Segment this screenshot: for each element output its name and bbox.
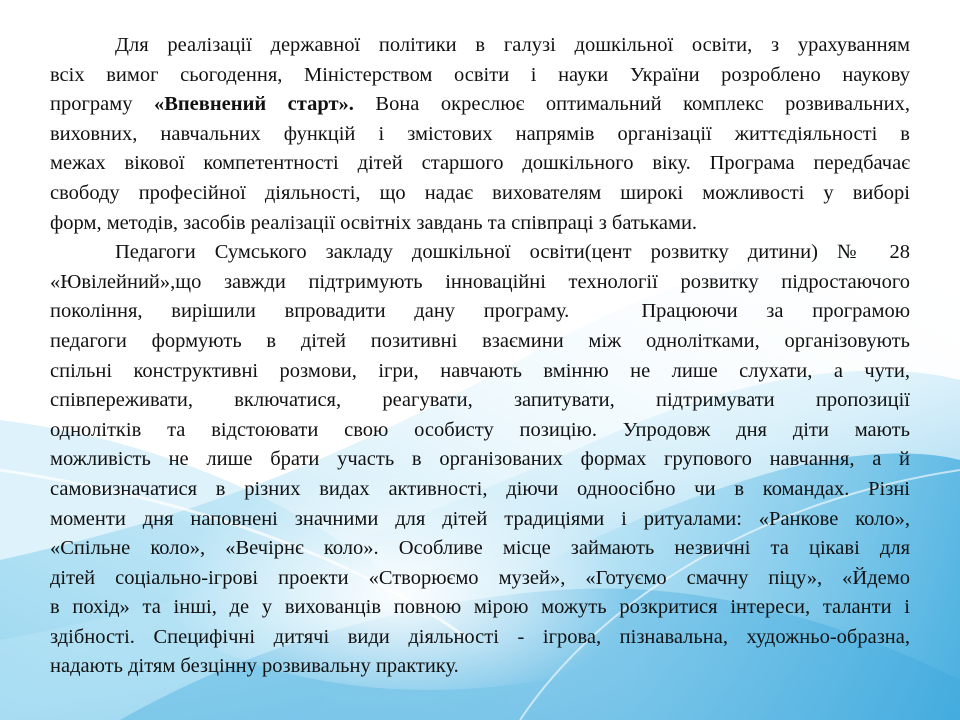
text-line: надають дітям безцінну розвивальну практику. <box>50 655 459 678</box>
text-line: можливість не лише брати участь в організованих формах групового навчання, а й <box>50 448 910 471</box>
text-line-with-gap <box>50 297 910 327</box>
text-line: однолітків та відстоювати свою особисту позицію. Упродовж дня діти мають <box>50 418 910 441</box>
text-line: межах вікової компетентності дітей старшого дошкільного віку. Програма передбачає <box>50 152 910 175</box>
text-line: форм, методів, засобів реалізації освітніх завдань та співпраці з батьками. <box>50 211 698 234</box>
text-line: співпереживати, включатися, реагувати, запитувати, підтримувати пропозиції <box>50 389 910 412</box>
text-fragment: Працюючи за програмою <box>641 300 911 323</box>
text-fragment: програму <box>50 93 154 116</box>
text-line: «Спільне коло», «Вечірнє коло». Особливе місце займають незвичні та цікаві для <box>50 537 910 560</box>
text-fragment: покоління, вирішили впровадити дану програму. <box>50 300 570 323</box>
program-name: «Впевнений старт». <box>153 93 354 116</box>
text-line: всіх вимог сьогодення, Міністерством освіти і науки України розроблено наукову <box>50 63 910 86</box>
text-line: виховних, навчальних функцій і змістових напрямів організації життєдіяльності в <box>50 122 910 145</box>
paragraph-teachers <box>50 238 910 682</box>
text-line: самовизначатися в різних видах активності, діючи одноосібно чи в командах. Різні <box>50 477 910 500</box>
text-line: педагоги формують в дітей позитивні взаємини між однолітками, організовують <box>50 329 910 352</box>
text-line: спільні конструктивні розмови, ігри, навчають вмінню не лише слухати, а чути, <box>50 359 910 382</box>
paragraph-program-intro <box>50 31 910 238</box>
text-line: моменти дня наповнені значними для дітей традиціями і ритуалами: «Ранкове коло», <box>50 507 910 530</box>
body-text <box>50 31 910 682</box>
text-line-with-program-name <box>50 90 910 120</box>
text-line: свободу професійної діяльності, що надає вихователям широкі можливості у виборі <box>50 181 910 204</box>
text-line: Педагоги Сумського закладу дошкільної освіти(цент розвитку дитини) № 28 <box>115 241 910 264</box>
text-line: «Ювілейний»,що завжди підтримують інноваційні технології розвитку підростаючого <box>50 270 910 293</box>
text-line: здібності. Специфічні дитячі види діяльності - ігрова, пізнавальна, художньо-образна, <box>50 625 910 648</box>
text-line: в похід» та інші, де у вихованців повною мірою можуть розкритися інтереси, таланти і <box>50 596 910 619</box>
text-line: Для реалізації державної політики в галузі дошкільної освіти, з урахуванням <box>115 34 910 56</box>
text-line: дітей соціально-ігрові проекти «Створюємо музей», «Готуємо смачну піцу», «Йдемо <box>50 566 910 589</box>
text-fragment: Вона окреслює оптимальний комплекс розвивальних, <box>353 93 910 116</box>
